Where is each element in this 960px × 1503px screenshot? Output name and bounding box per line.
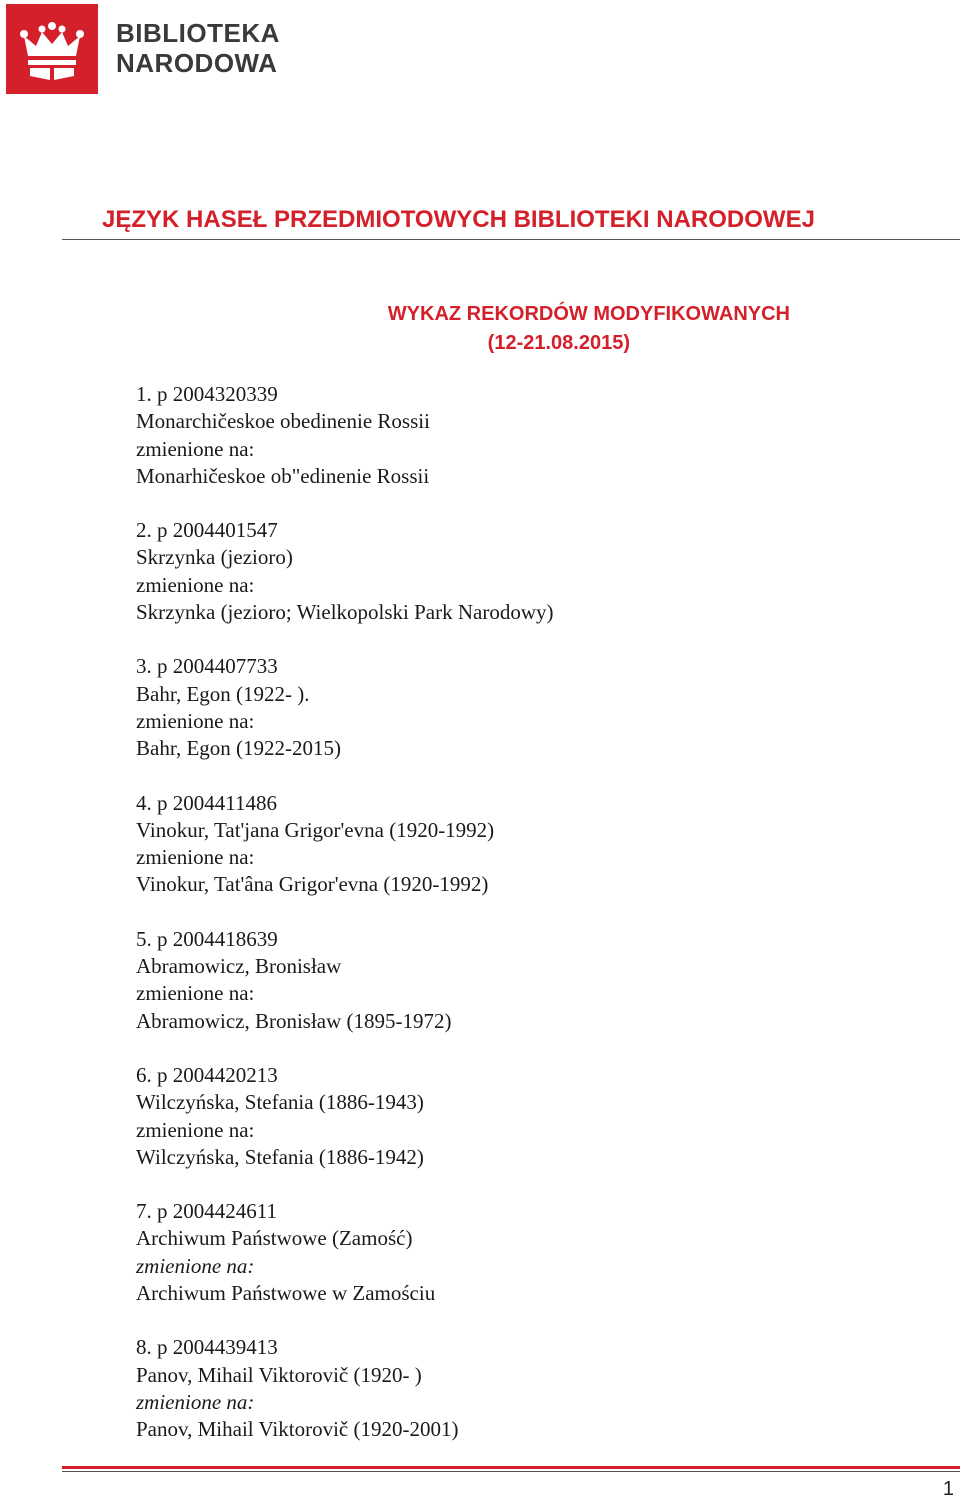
record-item bbox=[136, 1062, 936, 1171]
logo-line-2: NARODOWA bbox=[116, 48, 278, 78]
record-old-heading: Monarchičeskoe obedinenie Rossii bbox=[136, 409, 430, 434]
title-divider bbox=[62, 239, 960, 240]
record-id: 4. p 2004411486 bbox=[136, 790, 277, 815]
record-item bbox=[136, 517, 936, 626]
footer-divider-red bbox=[62, 1466, 960, 1469]
record-change-label: zmienione na: bbox=[136, 436, 255, 461]
record-old-heading: Archiwum Państwowe (Zamość) bbox=[136, 1226, 413, 1251]
record-change-label: zmienione na: bbox=[136, 845, 255, 870]
record-new-heading: Skrzynka (jezioro; Wielkopolski Park Narodowy) bbox=[136, 600, 554, 625]
subtitle-line-1: WYKAZ REKORDÓW MODYFIKOWANYCH bbox=[387, 303, 790, 325]
record-change-label: zmienione na: bbox=[136, 981, 255, 1006]
record-new-heading: Panov, Mihail Viktorovič (1920-2001) bbox=[136, 1417, 459, 1442]
record-item bbox=[136, 653, 936, 762]
record-old-heading: Bahr, Egon (1922- ). bbox=[136, 681, 310, 706]
record-item bbox=[136, 1198, 936, 1307]
record-item bbox=[136, 790, 936, 899]
record-old-heading: Skrzynka (jezioro) bbox=[136, 545, 293, 570]
record-id: 6. p 2004420213 bbox=[136, 1062, 278, 1087]
record-id: 3. p 2004407733 bbox=[136, 654, 278, 679]
record-old-heading: Panov, Mihail Viktorovič (1920- ) bbox=[136, 1362, 422, 1387]
record-change-label: zmienione na: bbox=[136, 1117, 255, 1142]
record-change-label: zmienione na: bbox=[136, 572, 255, 597]
footer-divider-gray bbox=[62, 1471, 960, 1472]
record-new-heading: Bahr, Egon (1922-2015) bbox=[136, 736, 342, 761]
record-new-heading: Monarhičeskoe ob"edinenie Rossii bbox=[136, 463, 430, 488]
record-change-label: zmienione na: bbox=[136, 1389, 255, 1414]
record-change-label: zmienione na: bbox=[136, 1253, 255, 1278]
record-id: 2. p 2004401547 bbox=[136, 518, 278, 543]
logo-wordmark bbox=[116, 18, 280, 78]
page-number: 1 bbox=[942, 1478, 954, 1500]
document-subtitle bbox=[300, 300, 790, 358]
document-title: JĘZYK HASEŁ PRZEDMIOTOWYCH BIBLIOTEKI NARODOWEJ bbox=[102, 206, 815, 233]
record-change-label: zmienione na: bbox=[136, 708, 255, 733]
record-id: 8. p 2004439413 bbox=[136, 1335, 278, 1360]
record-id: 5. p 2004418639 bbox=[136, 926, 278, 951]
logo-line-1: BIBLIOTEKA bbox=[116, 18, 280, 48]
record-new-heading: Vinokur, Tat'âna Grigor'evna (1920-1992) bbox=[136, 872, 489, 897]
crown-logo-icon bbox=[6, 4, 98, 94]
record-list bbox=[136, 381, 936, 1471]
record-new-heading: Wilczyńska, Stefania (1886-1942) bbox=[136, 1144, 424, 1169]
record-item bbox=[136, 381, 936, 490]
record-new-heading: Abramowicz, Bronisław (1895-1972) bbox=[136, 1008, 452, 1033]
record-new-heading: Archiwum Państwowe w Zamościu bbox=[136, 1281, 436, 1306]
record-old-heading: Abramowicz, Bronisław bbox=[136, 954, 342, 979]
record-id: 7. p 2004424611 bbox=[136, 1199, 277, 1224]
record-item bbox=[136, 926, 936, 1035]
subtitle-line-2: (12-21.08.2015) bbox=[487, 332, 630, 354]
library-logo bbox=[6, 4, 296, 96]
record-id: 1. p 2004320339 bbox=[136, 382, 278, 406]
record-item bbox=[136, 1334, 936, 1443]
record-old-heading: Vinokur, Tat'jana Grigor'evna (1920-1992) bbox=[136, 817, 495, 842]
record-old-heading: Wilczyńska, Stefania (1886-1943) bbox=[136, 1090, 424, 1115]
